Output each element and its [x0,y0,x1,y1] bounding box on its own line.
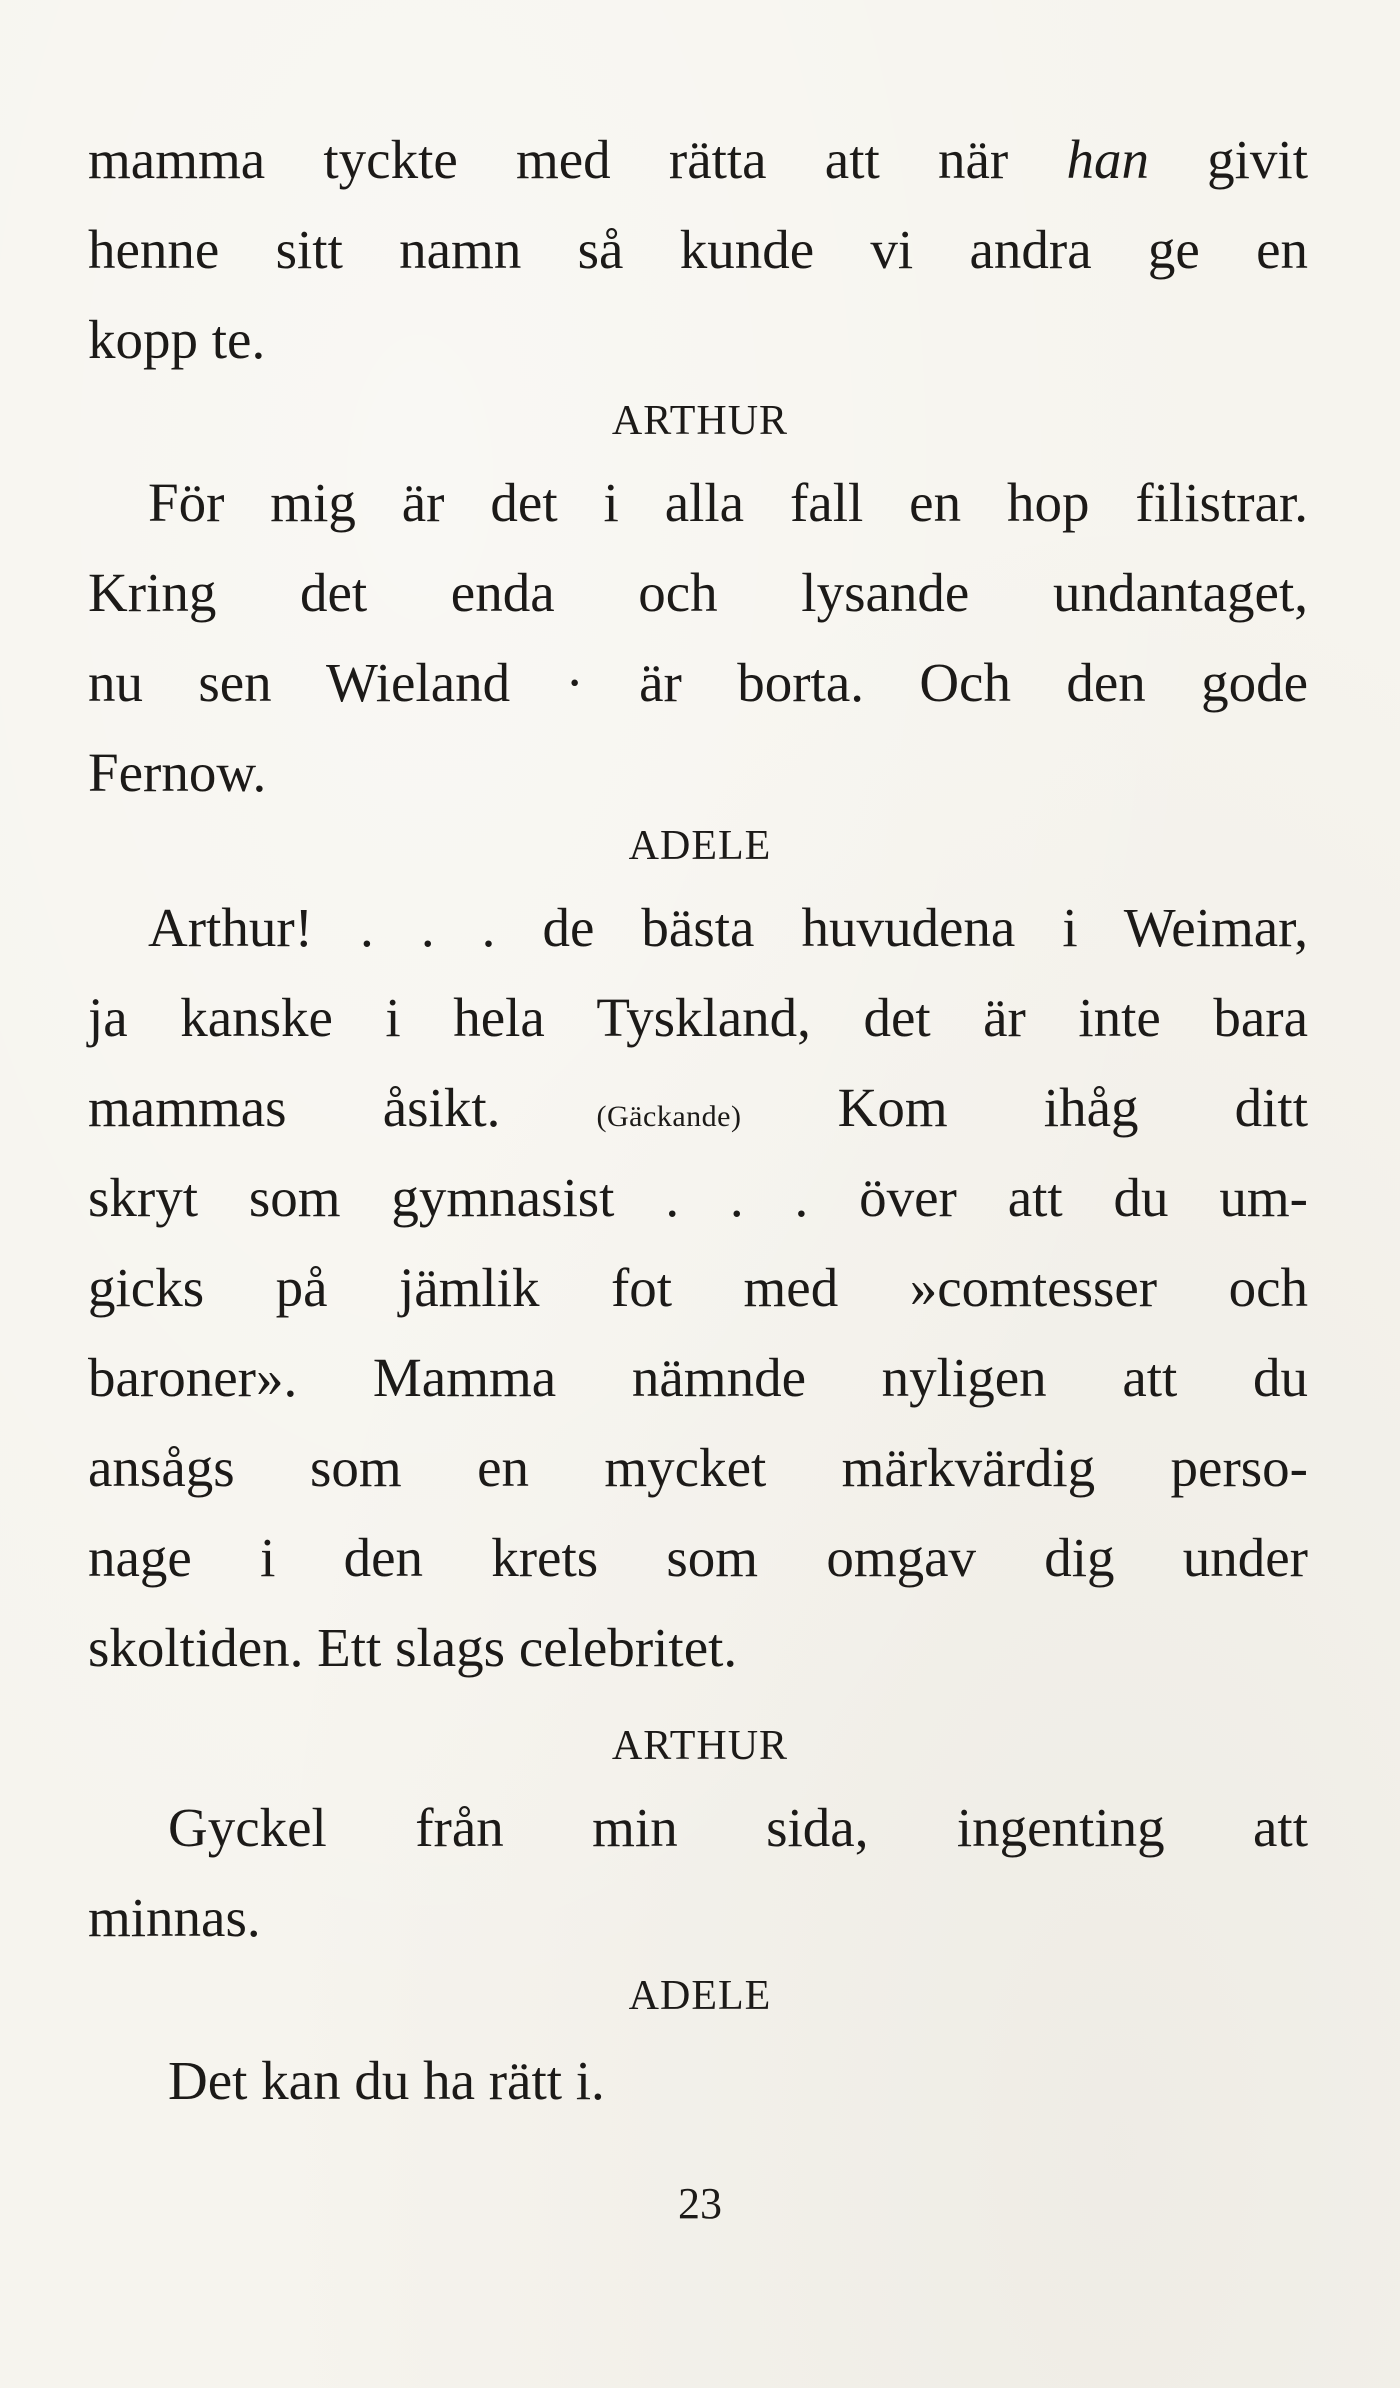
text-line [88,129,1308,190]
text-line: Kring det enda och lysande undantaget, [88,562,1308,623]
text-line: kopp te. [88,309,266,370]
text-line: Arthur! . . . de bästa huvudena i Weimar, [148,897,1308,958]
text-span: mammas åsikt. [88,1077,597,1138]
text-line: nu sen Wieland · är borta. Och den gode [88,652,1308,713]
speaker-name: ARTHUR [611,398,789,444]
text-line: nage i den krets som omgav dig under [88,1527,1308,1588]
text-line: skoltiden. Ett slags celebritet. [88,1617,738,1678]
text-line: baroner». Mamma nämnde nyligen att du [88,1347,1308,1408]
page-number: 23 [678,2179,722,2228]
text-line: Det kan du ha rätt i. [168,2050,605,2111]
speaker-name: ADELE [628,823,772,869]
emphasis-word: han [1066,129,1149,190]
text-line: skryt som gymnasist . . . över att du um- [88,1167,1308,1228]
text-line: henne sitt namn så kunde vi andra ge en [88,219,1308,280]
text-span: mamma tyckte med rätta att när [88,129,1067,190]
text-line: ja kanske i hela Tyskland, det är inte bara [88,987,1308,1048]
text-line [88,1077,1308,1138]
text-line: För mig är det i alla fall en hop filistrar. [148,472,1308,533]
speaker-name: ARTHUR [611,1723,789,1769]
text-line: gicks på jämlik fot med »comtesser och [88,1257,1308,1318]
text-line: ansågs som en mycket märkvärdig perso- [88,1437,1308,1498]
text-line: minnas. [88,1887,261,1948]
text-span: givit [1148,129,1308,190]
text-line: Gyckel från min sida, ingenting att [168,1797,1308,1858]
text-line: Fernow. [88,742,267,803]
text-span: Kom ihåg ditt [741,1077,1308,1138]
speaker-name: ADELE [628,1973,772,2019]
stage-direction: (Gäckande) [596,1100,742,1133]
